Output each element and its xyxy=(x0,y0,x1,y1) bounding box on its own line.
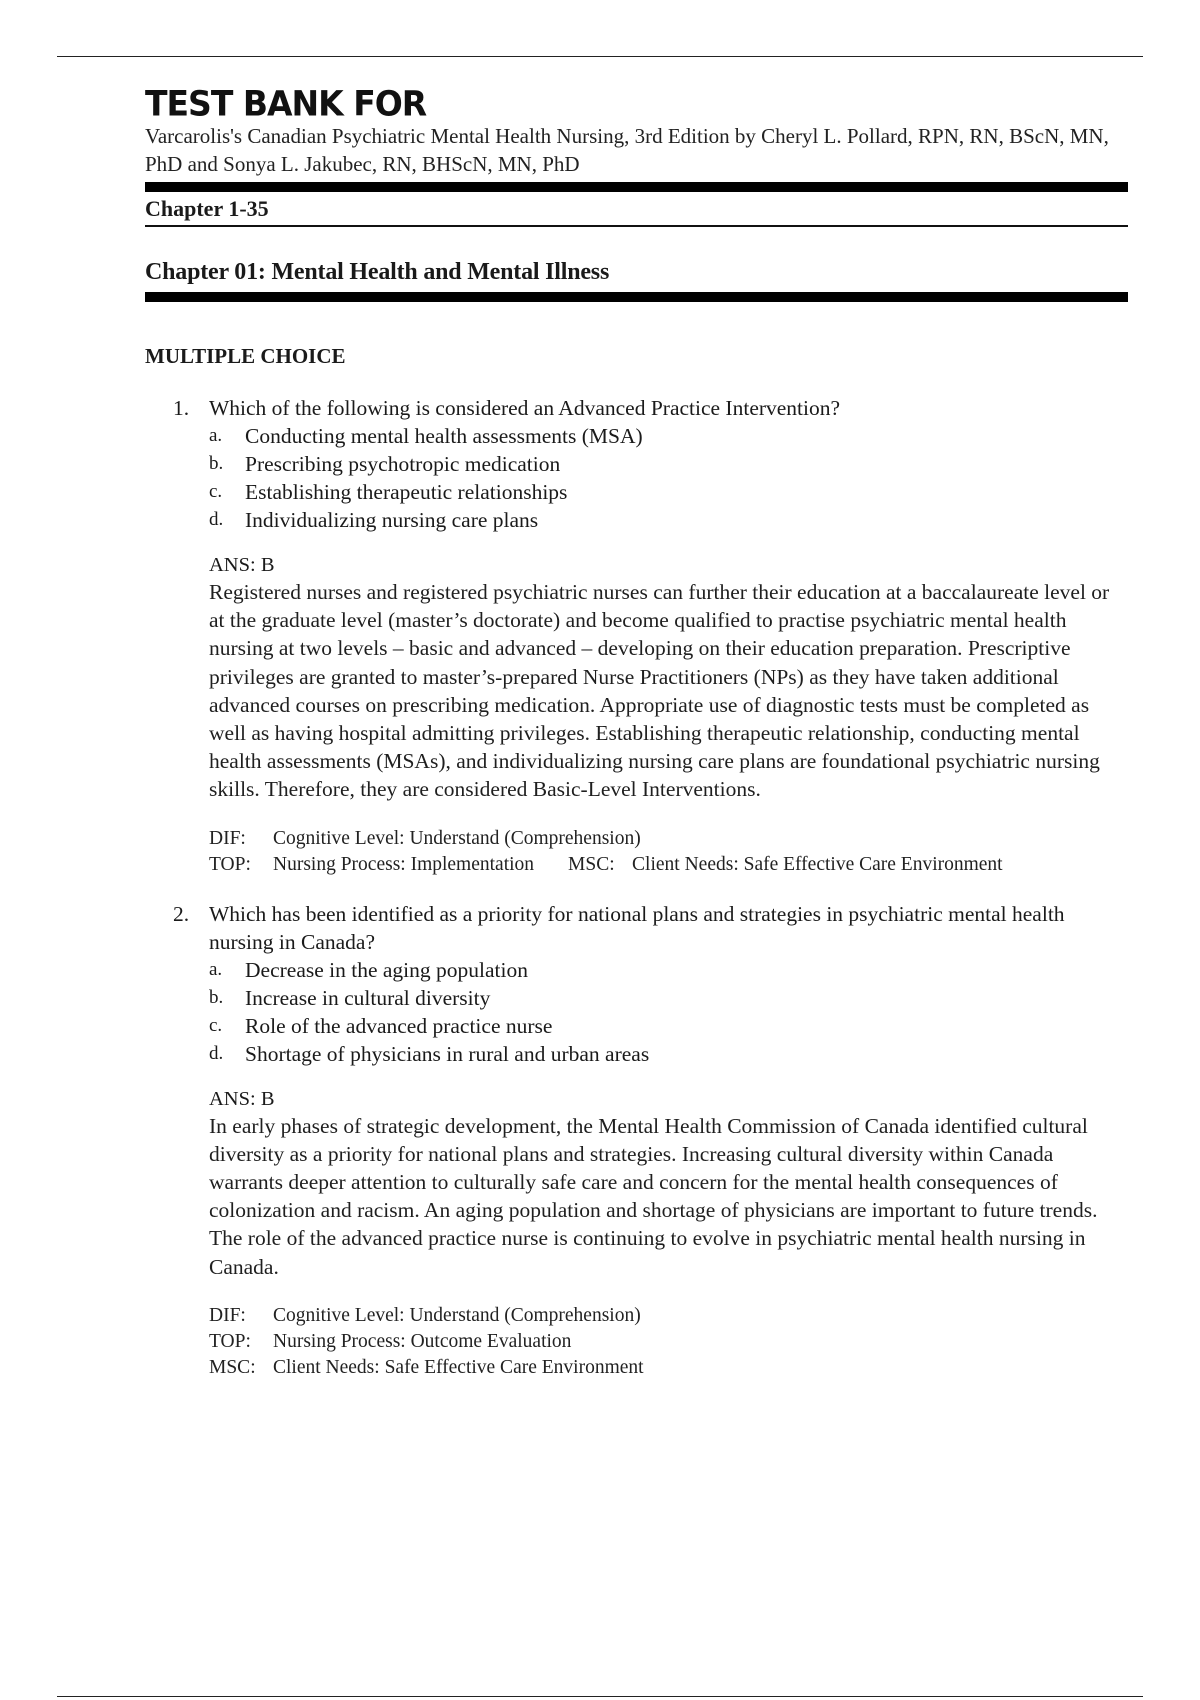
option-d xyxy=(209,506,1128,534)
msc-label: MSC: xyxy=(209,1356,256,1378)
option-a xyxy=(209,422,1128,450)
option-list xyxy=(209,956,1128,1068)
question-number: 2. xyxy=(173,901,190,926)
option-b xyxy=(209,450,1128,478)
metadata-row-top xyxy=(209,1329,1128,1355)
question-stem: Which of the following is considered an Advanced Practice Intervention? xyxy=(209,396,841,420)
option-letter: a. xyxy=(209,425,223,446)
option-d xyxy=(209,1040,1128,1068)
section-label: MULTIPLE CHOICE xyxy=(145,344,346,368)
answer-rationale: Registered nurses and registered psychiatric nurses can further their education at a baccalaureate level or at the graduate level (master’s doctorate) and become qualified to practise psychiatric mental health nursing at two levels – basic and advanced – developing on their education preparation. Prescriptive privileges are granted to master’s-prepared Nurse Practitioners (NPs) as they have taken additional advanced courses on prescribing medication. Appropriate use of diagnostic tests must be completed as well as having hospital admitting privileges. Establishing therapeutic relationship, conducting mental health assessments (MSAs), and individualizing nursing care plans are foundational psychiatric nursing skills. Therefore, they are considered Basic-Level Interventions. xyxy=(209,580,1110,802)
option-text: Individualizing nursing care plans xyxy=(245,508,539,532)
option-letter: b. xyxy=(209,453,224,474)
question-2 xyxy=(145,900,1128,1381)
option-text: Prescribing psychotropic medication xyxy=(245,452,561,476)
bottom-page-rule xyxy=(57,1696,1143,1697)
top-value: Nursing Process: Outcome Evaluation xyxy=(273,1330,572,1352)
option-a xyxy=(209,956,1128,984)
top-page-rule xyxy=(57,56,1143,57)
option-letter: d. xyxy=(209,1042,224,1064)
chapter-title: Chapter 01: Mental Health and Mental Illness xyxy=(145,259,610,285)
option-text: Conducting mental health assessments (MSA) xyxy=(245,424,643,448)
msc-value: Client Needs: Safe Effective Care Environment xyxy=(632,853,1003,875)
top-label: TOP: xyxy=(209,853,251,875)
chapter-range: Chapter 1-35 xyxy=(145,196,269,221)
document-page xyxy=(145,84,1128,1381)
metadata-row-dif xyxy=(209,1303,1128,1329)
option-letter: a. xyxy=(209,958,223,980)
option-letter: c. xyxy=(209,481,223,502)
option-text: Decrease in the aging population xyxy=(245,957,528,982)
metadata-row-top-msc xyxy=(209,852,1128,878)
option-text: Role of the advanced practice nurse xyxy=(245,1013,553,1038)
question-1 xyxy=(145,394,1128,878)
top-label: TOP: xyxy=(209,1330,251,1352)
answer-key: ANS: B xyxy=(209,1087,275,1110)
option-letter: c. xyxy=(209,1014,223,1036)
metadata-row-dif xyxy=(209,826,1128,852)
option-text: Increase in cultural diversity xyxy=(245,985,491,1010)
dif-value: Cognitive Level: Understand (Comprehension) xyxy=(273,1304,641,1326)
dif-label: DIF: xyxy=(209,827,246,849)
option-letter: d. xyxy=(209,509,224,530)
metadata-row-msc xyxy=(209,1355,1128,1381)
option-text: Establishing therapeutic relationships xyxy=(245,480,568,504)
question-stem: Which has been identified as a priority for national plans and strategies in psychiatric mental health nursing in Canada? xyxy=(209,901,1065,954)
msc-label: MSC: xyxy=(568,853,615,875)
question-metadata xyxy=(209,1303,1128,1381)
option-c xyxy=(209,478,1128,506)
option-letter: b. xyxy=(209,986,224,1008)
option-b xyxy=(209,984,1128,1012)
thick-divider xyxy=(145,182,1128,192)
answer-key: ANS: B xyxy=(209,554,275,576)
option-list xyxy=(209,422,1128,534)
msc-value: Client Needs: Safe Effective Care Environment xyxy=(273,1356,644,1378)
answer-rationale: In early phases of strategic development, the Mental Health Commission of Canada identified cultural diversity as a priority for national plans and strategies. Increasing cultural diversity within Canada warrants deeper attention to culturally safe care and concern for the mental health consequences of colonization and racism. An aging population and shortage of physicians are important to future trends. The role of the advanced practice nurse is continuing to evolve in psychiatric mental health nursing in Canada. xyxy=(209,1113,1098,1279)
thin-divider xyxy=(145,225,1128,227)
book-title: Varcarolis's Canadian Psychiatric Mental Health Nursing, 3rd Edition by Cheryl L. Pollard, RPN, RN, BScN, MN, PhD and Sonya L. Jakubec, RN, BHScN, MN, PhD xyxy=(145,124,1109,176)
dif-value: Cognitive Level: Understand (Comprehension) xyxy=(273,827,641,849)
top-value: Nursing Process: Implementation xyxy=(273,853,535,875)
chapter-divider xyxy=(145,292,1128,302)
question-metadata xyxy=(209,826,1128,878)
test-bank-heading: TEST BANK FOR xyxy=(145,82,427,124)
option-c xyxy=(209,1012,1128,1040)
question-number: 1. xyxy=(173,396,190,420)
option-text: Shortage of physicians in rural and urban areas xyxy=(245,1041,650,1066)
dif-label: DIF: xyxy=(209,1304,246,1326)
